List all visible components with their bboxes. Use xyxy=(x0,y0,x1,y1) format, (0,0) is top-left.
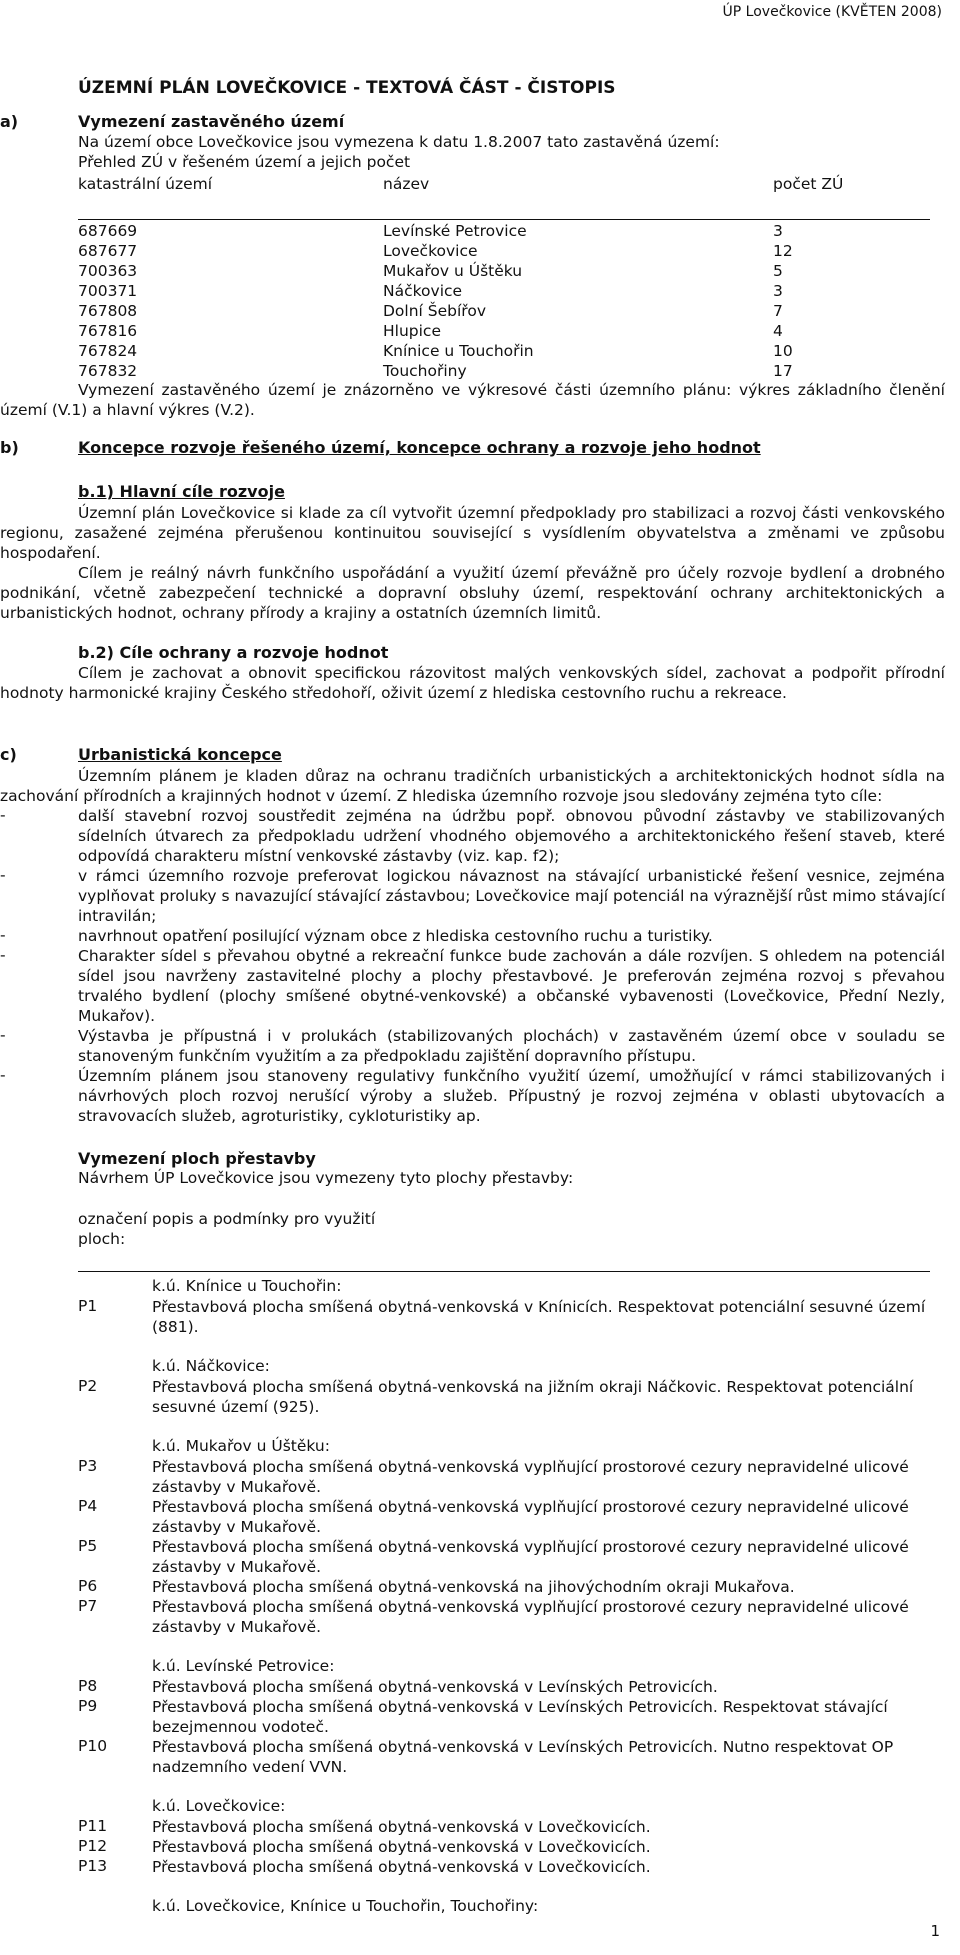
section-c-paragraph: Územním plánem je kladen důraz na ochranu tradičních urbanistických a architektonických hodnot sídla na zachování přírodních a krajinných hodnot v území. Z hlediska územního rozvoje jsou sledovány zejména tyto cíle: xyxy=(0,767,945,805)
table-header-katastralni: katastrální území xyxy=(78,175,213,193)
section-b-heading: Koncepce rozvoje řešeného území, koncepce ochrany a rozvoje jeho hodnot xyxy=(78,438,761,457)
plocha-code: P7 xyxy=(78,1597,98,1615)
ku-heading: k.ú. Knínice u Touchořin: xyxy=(152,1277,342,1295)
section-a-note: Vymezení zastavěného území je znázorněno ve výkresové části územního plánu: výkres základního členění území (V.1) a hlavní výkres (V.2). xyxy=(0,381,945,419)
bullet-dash: - xyxy=(0,926,6,944)
ku-heading: k.ú. Lovečkovice, Knínice u Touchořin, Touchořiny: xyxy=(152,1897,539,1915)
table-row-4-ku: 767808 xyxy=(78,302,138,320)
plocha-description: Přestavbová plocha smíšená obytná-venkovská v Levínských Petrovicích. xyxy=(152,1678,718,1696)
plochy-column-header: označení popis a podmínky pro využití xyxy=(78,1210,376,1228)
bullet-dash: - xyxy=(0,866,6,884)
list-item: v rámci územního rozvoje preferovat logickou návaznost na stávající urbanistické řešení vesnice, zejména vyplňovat proluky s navazující stávající zástavbou; Lovečkovice mají potenciál na výraznější růst mimo stávající intravilán; xyxy=(78,867,945,925)
table-header-pocet: počet ZÚ xyxy=(773,175,844,193)
b1-paragraph-1: Územní plán Lovečkovice si klade za cíl vytvořit územní předpoklady pro stabilizaci a rozvoj části venkovského regionu, zasažené zejména přerušenou kontinuitou související s vysídlením obyvatelstva a změnami ve způsobu hospodaření. xyxy=(0,504,945,562)
plocha-code: P8 xyxy=(78,1677,98,1695)
plochy-title: Vymezení ploch přestavby xyxy=(78,1149,316,1168)
table-row-6-nazev: Knínice u Touchořin xyxy=(383,342,534,360)
plocha-description: Přestavbová plocha smíšená obytná-venkovská vyplňující prostorové cezury nepravidelné ulicové zástavby v Mukařově. xyxy=(152,1458,909,1496)
plocha-code: P13 xyxy=(78,1857,108,1875)
list-item: navrhnout opatření posilující význam obce z hlediska cestovního ruchu a turistiky. xyxy=(78,927,713,945)
table-row-1-ku: 687677 xyxy=(78,242,138,260)
table-row-2-ku: 700363 xyxy=(78,262,138,280)
table-row-1-pocet: 12 xyxy=(773,242,793,260)
ku-heading: k.ú. Lovečkovice: xyxy=(152,1797,286,1815)
plocha-description: Přestavbová plocha smíšená obytná-venkovská v Lovečkovicích. xyxy=(152,1838,651,1856)
table-row-0-ku: 687669 xyxy=(78,222,138,240)
table-row-5-ku: 767816 xyxy=(78,322,138,340)
plocha-description: Přestavbová plocha smíšená obytná-venkovská v Lovečkovicích. xyxy=(152,1818,651,1836)
plocha-code: P10 xyxy=(78,1737,108,1755)
table-row-1-nazev: Lovečkovice xyxy=(383,242,478,260)
plocha-description: Přestavbová plocha smíšená obytná-venkovská na jihovýchodním okraji Mukařova. xyxy=(152,1578,795,1596)
b1-paragraph-2: Cílem je reálný návrh funkčního uspořádání a využití území převážně pro účely rozvoje bydlení a drobného podnikání, včetně zabezpečení technické a dopravní obsluhy území, respektování ochrany architektonických a urbanistických hodnot, ochrany přírody a krajiny a ostatních územních limitů. xyxy=(0,564,945,622)
table-row-0-nazev: Levínské Petrovice xyxy=(383,222,527,240)
table-row-4-pocet: 7 xyxy=(773,302,783,320)
list-item: Výstavba je přípustná i v prolukách (stabilizovaných plochách) v zastavěném území obce v souladu se stanoveným funkčním využitím a za předpokladu zajištění dopravního přístupu. xyxy=(78,1027,945,1065)
table-row-4-nazev: Dolní Šebířov xyxy=(383,302,486,320)
section-b-label: b) xyxy=(0,438,19,457)
bullet-dash: - xyxy=(0,806,6,824)
section-a-heading: Vymezení zastavěného území xyxy=(78,112,345,131)
plochy-rule xyxy=(78,1271,930,1272)
table-row-3-nazev: Náčkovice xyxy=(383,282,463,300)
b2-paragraph-1: Cílem je zachovat a obnovit specifickou rázovitost malých venkovských sídel, zachovat a podpořit přírodní hodnoty harmonické krajiny Českého středohoří, oživit území z hlediska cestovního ruchu a rekreace. xyxy=(0,664,945,702)
table-row-2-nazev: Mukařov u Úštěku xyxy=(383,262,523,280)
ku-heading: k.ú. Náčkovice: xyxy=(152,1357,270,1375)
plocha-code: P5 xyxy=(78,1537,98,1555)
page-number: 1 xyxy=(930,1922,940,1940)
table-row-3-ku: 700371 xyxy=(78,282,138,300)
plocha-description: Přestavbová plocha smíšená obytná-venkovská v Lovečkovicích. xyxy=(152,1858,651,1876)
table-row-7-nazev: Touchořiny xyxy=(383,362,467,380)
page-header: ÚP Lovečkovice (KVĚTEN 2008) xyxy=(722,4,942,20)
table-row-5-pocet: 4 xyxy=(773,322,783,340)
table-row-7-ku: 767832 xyxy=(78,362,138,380)
plochy-intro: Návrhem ÚP Lovečkovice jsou vymezeny tyto plochy přestavby: xyxy=(78,1169,574,1187)
table-row-0-pocet: 3 xyxy=(773,222,783,240)
document-title: ÚZEMNÍ PLÁN LOVEČKOVICE - TEXTOVÁ ČÁST - ČISTOPIS xyxy=(78,78,616,98)
b2-title: b.2) Cíle ochrany a rozvoje hodnot xyxy=(78,643,389,662)
plocha-description: Přestavbová plocha smíšená obytná-venkovská vyplňující prostorové cezury nepravidelné ulicové zástavby v Mukařově. xyxy=(152,1598,909,1636)
list-item: Územním plánem jsou stanoveny regulativy funkčního využití území, umožňující v rámci stabilizovaných i návrhových ploch rozvoj nerušící výroby a služeb. Přípustný je rozvoj zejména v oblasti ubytovacích a stravovacích služeb, agroturistiky, cykloturistiky ap. xyxy=(78,1067,945,1125)
table-row-3-pocet: 3 xyxy=(773,282,783,300)
b1-title: b.1) Hlavní cíle rozvoje xyxy=(78,482,285,501)
plocha-code: P2 xyxy=(78,1377,98,1395)
plocha-code: P12 xyxy=(78,1837,108,1855)
plocha-description: Přestavbová plocha smíšená obytná-venkovská na jižním okraji Náčkovic. Respektovat potenciální sesuvné území (925). xyxy=(152,1378,914,1416)
list-item: Charakter sídel s převahou obytné a rekreační funkce bude zachován a dále rozvíjen. S ohledem na potenciál sídel jsou navrženy zastavitelné plochy a plochy přestavbové. Je preferován zejména rozvoj s převahou trvalého bydlení (plochy smíšené obytné-venkovské) a občanské vybavenosti (Lovečkovice, Přední Nezly, Mukařov). xyxy=(78,947,945,1025)
plocha-description: Přestavbová plocha smíšená obytná-venkovská vyplňující prostorové cezury nepravidelné ulicové zástavby v Mukařově. xyxy=(152,1498,909,1536)
section-c-heading: Urbanistická koncepce xyxy=(78,745,282,764)
table-row-5-nazev: Hlupice xyxy=(383,322,441,340)
table-row-7-pocet: 17 xyxy=(773,362,793,380)
plocha-description: Přestavbová plocha smíšená obytná-venkovská v Knínicích. Respektovat potenciální sesuvné území (881). xyxy=(152,1298,926,1336)
ku-heading: k.ú. Levínské Petrovice: xyxy=(152,1657,335,1675)
bullet-dash: - xyxy=(0,1066,6,1084)
bullet-dash: - xyxy=(0,1026,6,1044)
section-a-intro2: Přehled ZÚ v řešeném území a jejich počet xyxy=(78,153,411,171)
plochy-column-header-2: ploch: xyxy=(78,1230,126,1248)
ku-heading: k.ú. Mukařov u Úštěku: xyxy=(152,1437,330,1455)
plocha-code: P3 xyxy=(78,1457,98,1475)
list-item: další stavební rozvoj soustředit zejména na údržbu popř. obnovou původní zástavby ve stabilizovaných sídelních útvarech za předpokladu udržení vhodného objemového a architektonického řešení staveb, které odpovídá charakteru místní venkovské zástavby (viz. kap. f2); xyxy=(78,807,945,865)
table-row-6-ku: 767824 xyxy=(78,342,138,360)
plocha-description: Přestavbová plocha smíšená obytná-venkovská v Levínských Petrovicích. Nutno respektovat OP nadzemního vedení VVN. xyxy=(152,1738,894,1776)
table-rule xyxy=(78,219,930,220)
table-row-6-pocet: 10 xyxy=(773,342,793,360)
plocha-description: Přestavbová plocha smíšená obytná-venkovská vyplňující prostorové cezury nepravidelné ulicové zástavby v Mukařově. xyxy=(152,1538,909,1576)
plocha-code: P1 xyxy=(78,1297,98,1315)
plocha-description: Přestavbová plocha smíšená obytná-venkovská v Levínských Petrovicích. Respektovat stávající bezejmennou vodoteč. xyxy=(152,1698,888,1736)
section-a-label: a) xyxy=(0,112,19,131)
bullet-dash: - xyxy=(0,946,6,964)
section-a-intro1: Na území obce Lovečkovice jsou vymezena k datu 1.8.2007 tato zastavěná území: xyxy=(78,133,720,151)
plocha-code: P6 xyxy=(78,1577,98,1595)
plocha-code: P9 xyxy=(78,1697,98,1715)
table-row-2-pocet: 5 xyxy=(773,262,783,280)
table-header-nazev: název xyxy=(383,175,430,193)
plocha-code: P11 xyxy=(78,1817,108,1835)
plocha-code: P4 xyxy=(78,1497,98,1515)
section-c-label: c) xyxy=(0,745,17,764)
